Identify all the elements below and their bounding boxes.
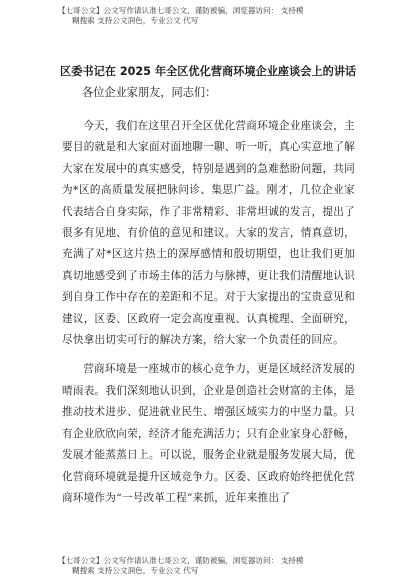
document-title: 区委书记在 2025 年全区优化营商环境企业座谈会上的讲话 [60, 65, 357, 78]
salutation: 各位企业家朋友，同志们： [82, 86, 217, 99]
body-paragraph-2: 营商环境是一座城市的核心竞争力，更是区域经济发展的晴雨表。我们深刻地认识到，企业是创造社会财富的主体，是推动技术进步、促进就业民生、增强区域实力的中坚力量。只有企业欣欣向荣，经济才能充满活力；只有企业家身心舒畅，发展才能蒸蒸日上。可以说，服务企业就是服务发展大局，优化营商环境就是提升区域竞争力。区委、区政府始终把优化营商环境作为“一号改革工程”来抓，近年来推出了 [62, 363, 355, 504]
header-banner-line-2: 糊搜索 支持公文润色，专业公文 代写 [72, 16, 199, 25]
header-banner-line-1: 【七哥公文】公文写作请认准七哥公文，谨防被骗，浏览器访问： 支持模 [58, 6, 304, 15]
document-body [62, 116, 355, 517]
footer-banner-line-2: 糊搜索 支持公文润色，专业公文 代写 [72, 566, 199, 575]
footer-banner [58, 556, 358, 576]
footer-banner-line-1: 【七哥公文】公文写作请认准七哥公文，谨防被骗，浏览器访问： 支持模 [58, 556, 304, 565]
header-banner [58, 6, 358, 26]
body-paragraph-1: 今天，我们在这里召开全区优化营商环境企业座谈会，主要目的就是和大家面对面地聊一聊、听一听，真心实意地了解大家在发展中的真实感受，特别是遇到的急难愁盼问题，共同为*区的高质量发展把脉问诊、集思广益。刚才，几位企业家代表结合自身实际，作了非常精彩、非常坦诚的发言，提出了很多有见地、有价值的意见和建议。大家的发言，情真意切，充满了对*区这片热土的深厚感情和殷切期望，也让我们更加真切地感受到了市场主体的活力与脉搏，更让我们清醒地认识到自身工作中存在的差距和不足。对于大家提出的宝贵意见和建议，区委、区政府一定会高度重视、认真梳理、全面研究，尽快拿出切实可行的解决方案，给大家一个负责任的回应。 [62, 120, 355, 347]
